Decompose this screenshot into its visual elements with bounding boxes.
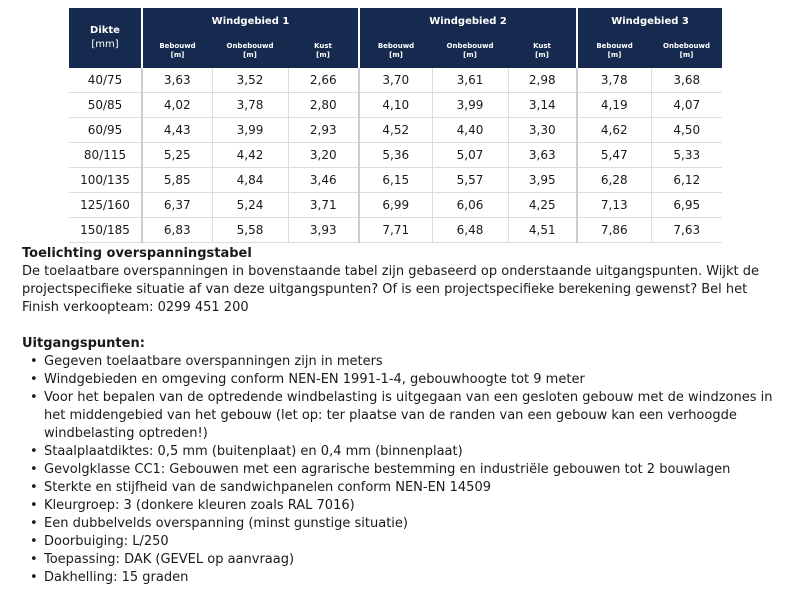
table-cell: 3,68 (651, 68, 722, 93)
table-cell: 3,20 (288, 143, 359, 168)
toelichting-text: De toelaatbare overspanningen in bovenstaande tabel zijn gebaseerd op onderstaande uitgangspunten. Wijkt de projectspecifieke situatie af van deze uitgangspunten? Of is een projectspecifieke berekening gewenst? Bel het Finish verkoopteam: 0299 451 200 (22, 264, 760, 315)
table-cell: 4,51 (508, 218, 577, 243)
table-cell: 2,93 (288, 118, 359, 143)
header-dikte-unit: [mm] (91, 39, 119, 50)
list-item: • Staalplaatdiktes: 0,5 mm (buitenplaat) en 0,4 mm (binnenplaat) (44, 443, 782, 461)
table-cell: 3,63 (508, 143, 577, 168)
header-dikte-label: Dikte (90, 25, 120, 36)
table-cell: 3,52 (212, 68, 288, 93)
table-cell: 3,46 (288, 168, 359, 193)
list-item: • Windgebieden en omgeving conform NEN-EN 1991-1-4, gebouwhoogte tot 9 meter (44, 371, 782, 389)
table-cell: 3,95 (508, 168, 577, 193)
table-cell: 3,14 (508, 93, 577, 118)
list-item: • Een dubbelvelds overspanning (minst gunstige situatie) (44, 515, 782, 533)
table-row (69, 68, 722, 93)
toelichting-title: Toelichting overspanningstabel (22, 246, 252, 261)
list-item: • Doorbuiging: L/250 (44, 533, 782, 551)
table-row (69, 143, 722, 168)
table-cell: 3,99 (432, 93, 508, 118)
table-cell-dikte: 100/135 (69, 168, 142, 193)
table-cell: 3,71 (288, 193, 359, 218)
table-cell: 4,40 (432, 118, 508, 143)
spacer (22, 317, 782, 335)
uitgangspunten-title: Uitgangspunten: (22, 336, 145, 351)
table-cell: 3,78 (577, 68, 651, 93)
header-windgebied-2: Windgebied 2 (359, 8, 577, 34)
list-item: • Voor het bepalen van de optredende windbelasting is uitgegaan van een gesloten gebouw met de windzones in het middengebied van het gebouw (let op: ter plaatse van de randen van een gebouw kan een verhoogde windbelasting optreden!) (44, 389, 782, 443)
header-windgebied-1: Windgebied 1 (142, 8, 359, 34)
table-cell: 4,07 (651, 93, 722, 118)
subheader-onbebouwd: Onbebouwd [m] (212, 34, 288, 68)
table-cell: 6,28 (577, 168, 651, 193)
subheader-bebouwd: Bebouwd [m] (142, 34, 212, 68)
subheader-onbebouwd: Onbebouwd [m] (432, 34, 508, 68)
list-item: • Toepassing: DAK (GEVEL op aanvraag) (44, 551, 782, 569)
table-cell-dikte: 60/95 (69, 118, 142, 143)
table-cell: 6,99 (359, 193, 432, 218)
subheader-kust: Kust [m] (288, 34, 359, 68)
table-cell: 4,62 (577, 118, 651, 143)
list-item: • Gegeven toelaatbare overspanningen zijn in meters (44, 353, 782, 371)
span-table (69, 8, 722, 243)
table-cell: 6,12 (651, 168, 722, 193)
table-cell: 5,33 (651, 143, 722, 168)
table-cell-dikte: 80/115 (69, 143, 142, 168)
table-cell: 5,25 (142, 143, 212, 168)
table-cell: 4,42 (212, 143, 288, 168)
list-item: • Gevolgklasse CC1: Gebouwen met een agrarische bestemming en industriële gebouwen tot 2 bouwlagen (44, 461, 782, 479)
subheader-kust: Kust [m] (508, 34, 577, 68)
table-cell: 6,37 (142, 193, 212, 218)
table-cell: 3,93 (288, 218, 359, 243)
subheader-bebouwd: Bebouwd [m] (359, 34, 432, 68)
table-cell: 7,86 (577, 218, 651, 243)
table-cell-dikte: 150/185 (69, 218, 142, 243)
table-cell: 4,02 (142, 93, 212, 118)
table-row (69, 193, 722, 218)
table-cell-dikte: 40/75 (69, 68, 142, 93)
table-cell: 4,43 (142, 118, 212, 143)
table-row (69, 93, 722, 118)
table-cell: 4,25 (508, 193, 577, 218)
table-cell: 3,78 (212, 93, 288, 118)
table-cell: 5,57 (432, 168, 508, 193)
table-cell: 4,50 (651, 118, 722, 143)
table-cell: 7,13 (577, 193, 651, 218)
table-cell: 6,83 (142, 218, 212, 243)
header-dikte (69, 8, 142, 68)
table-cell: 6,15 (359, 168, 432, 193)
list-item: • Dakhelling: 15 graden (44, 569, 782, 587)
table-cell: 4,84 (212, 168, 288, 193)
list-item: • Sterkte en stijfheid van de sandwichpanelen conform NEN-EN 14509 (44, 479, 782, 497)
table-cell: 4,19 (577, 93, 651, 118)
table-cell: 5,47 (577, 143, 651, 168)
uitgangspunten-list (22, 353, 782, 587)
table-cell: 3,70 (359, 68, 432, 93)
table-cell: 2,98 (508, 68, 577, 93)
table-cell: 6,06 (432, 193, 508, 218)
table-cell: 2,80 (288, 93, 359, 118)
header-windgebied-3: Windgebied 3 (577, 8, 722, 34)
table-cell: 5,07 (432, 143, 508, 168)
table-cell: 6,48 (432, 218, 508, 243)
table-row (69, 218, 722, 243)
table-cell: 5,85 (142, 168, 212, 193)
subheader-bebouwd: Bebouwd [m] (577, 34, 651, 68)
table-cell: 3,63 (142, 68, 212, 93)
table-cell: 2,66 (288, 68, 359, 93)
explanation-section (22, 245, 782, 587)
table-row (69, 168, 722, 193)
table-cell: 3,61 (432, 68, 508, 93)
table-cell: 4,10 (359, 93, 432, 118)
table-cell: 7,63 (651, 218, 722, 243)
table-cell: 5,36 (359, 143, 432, 168)
table-row (69, 118, 722, 143)
table-cell-dikte: 125/160 (69, 193, 142, 218)
table-cell: 6,95 (651, 193, 722, 218)
table-cell-dikte: 50/85 (69, 93, 142, 118)
subheader-onbebouwd: Onbebouwd [m] (651, 34, 722, 68)
table-cell: 5,24 (212, 193, 288, 218)
table-cell: 7,71 (359, 218, 432, 243)
table-cell: 3,30 (508, 118, 577, 143)
table-cell: 3,99 (212, 118, 288, 143)
table-cell: 5,58 (212, 218, 288, 243)
list-item: • Kleurgroep: 3 (donkere kleuren zoals RAL 7016) (44, 497, 782, 515)
table-cell: 4,52 (359, 118, 432, 143)
